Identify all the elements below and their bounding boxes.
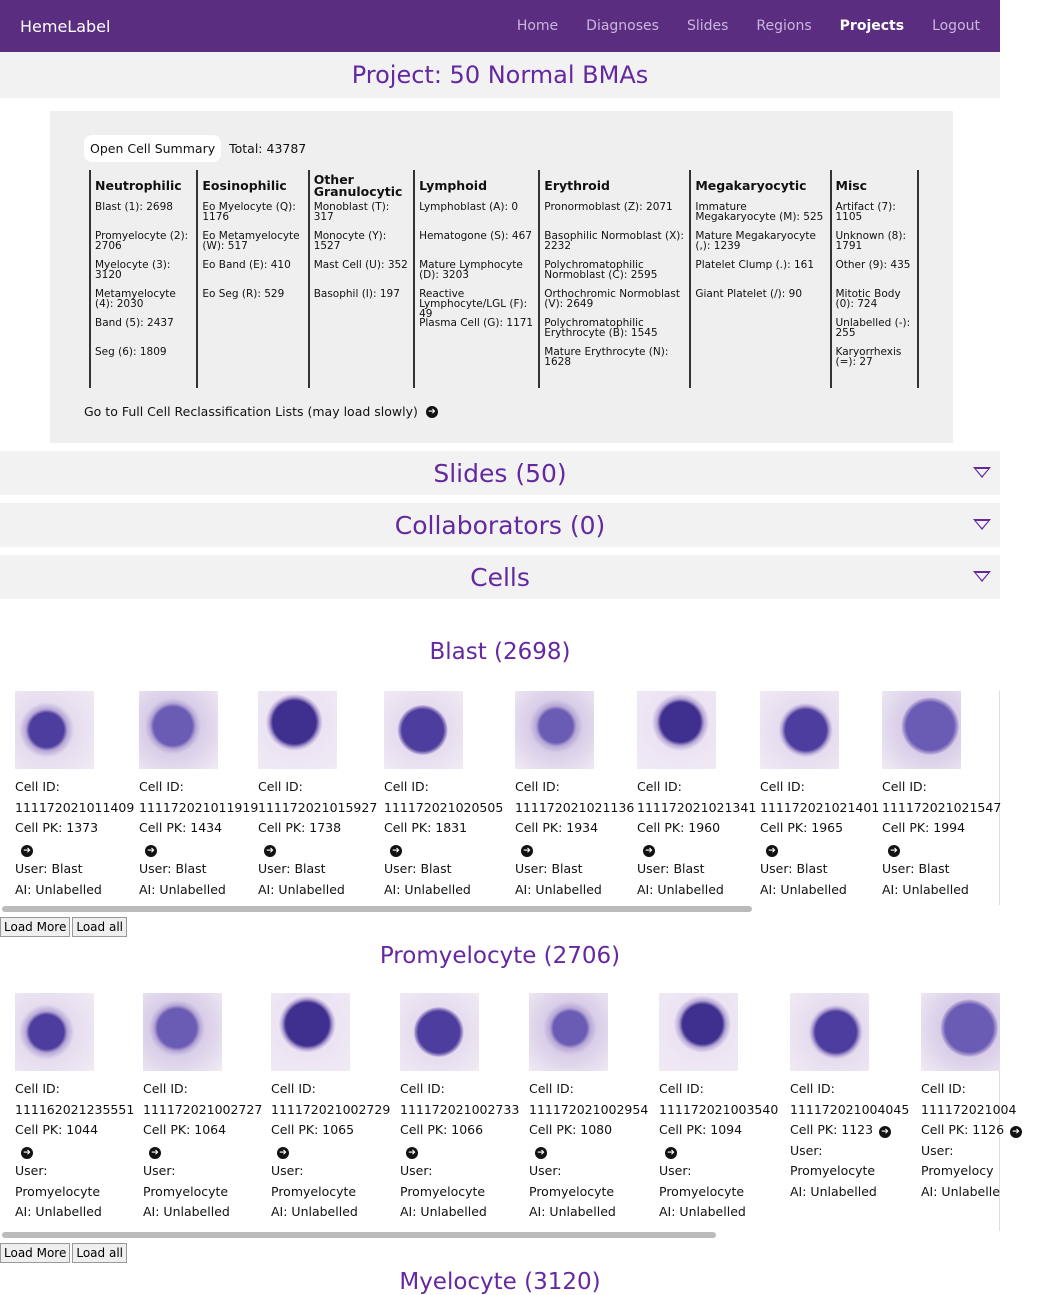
horizontal-scrollbar[interactable]: [0, 1231, 1000, 1239]
cell-user: User: Blast: [258, 861, 326, 876]
summary-item[interactable]: Mature Megakaryocyte (,): 1239: [695, 230, 816, 252]
cell-card: [258, 691, 378, 900]
column-title: Lymphoid: [419, 178, 488, 193]
scrollbar-thumb[interactable]: [2, 906, 752, 912]
cell-group: [0, 943, 1020, 1263]
load-all-button[interactable]: Load all: [72, 1243, 127, 1263]
cell-card: [143, 993, 261, 1223]
cell-id-label: Cell ID:: [921, 1081, 966, 1096]
title-bar: [0, 52, 1000, 98]
summary-item[interactable]: Orthochromic Normoblast (V): 2649: [544, 288, 680, 310]
cell-link[interactable]: [139, 839, 255, 860]
summary-item[interactable]: Karyorrhexis (=): 27: [835, 346, 902, 368]
cell-id-label: Cell ID:: [15, 1081, 60, 1096]
cell-pk: Cell PK: 1831: [384, 820, 468, 835]
cell-image[interactable]: [143, 993, 222, 1071]
arrow-right-icon[interactable]: ➔: [21, 845, 33, 857]
cell-ai: AI: Unlabelled: [271, 1204, 358, 1219]
summary-item[interactable]: Mast Cell (U): 352: [313, 259, 408, 271]
cell-link[interactable]: [15, 1141, 133, 1162]
cell-image[interactable]: [15, 993, 94, 1071]
cell-ai: AI: Unlabelled: [790, 1183, 877, 1199]
cell-user-label: User:: [400, 1163, 433, 1178]
cell-link[interactable]: [384, 839, 500, 860]
cell-id: 111172021021341: [637, 799, 757, 815]
cell-card: [921, 993, 1039, 1202]
accordion-collaborators[interactable]: [0, 503, 1000, 547]
summary-item[interactable]: Reactive Lymphocyte/LGL (F): 49: [419, 288, 528, 320]
cell-pk: Cell PK: 1965: [760, 820, 844, 835]
accordion-title: Slides (50): [433, 458, 567, 488]
cell-image[interactable]: [139, 691, 218, 769]
cell-user: User: Blast: [637, 861, 705, 876]
cell-user-label: User:: [15, 1163, 48, 1178]
summary-item[interactable]: Other (9): 435: [835, 259, 911, 271]
nav-logout[interactable]: Logout: [932, 18, 980, 34]
cell-ai: AI: Unlabelled: [529, 1204, 616, 1219]
cell-user: Promyelocyte: [790, 1163, 876, 1178]
cell-id: 111172021004: [921, 1101, 1017, 1117]
cell-pk: Cell PK: 1960: [637, 820, 721, 835]
nav-slides[interactable]: Slides: [686, 18, 729, 34]
cell-id: 111172021021401: [760, 799, 880, 815]
cell-id: 111172021002729: [271, 1101, 391, 1117]
cell-card: [790, 993, 908, 1202]
cell-image[interactable]: [882, 691, 961, 769]
cell-image[interactable]: [637, 691, 716, 769]
cell-group: [0, 639, 1000, 937]
arrow-right-icon[interactable]: ➔: [149, 1147, 161, 1159]
column-title: Erythroid: [544, 178, 611, 193]
full-reclassification-link[interactable]: [84, 404, 919, 419]
nav-home[interactable]: Home: [516, 18, 559, 34]
cell-card: [515, 691, 635, 900]
cell-pk: Cell PK: 1044: [15, 1122, 99, 1137]
cell-ai: AI: Unlabelled: [139, 881, 226, 897]
cell-link[interactable]: [400, 1141, 518, 1162]
cell-id: 111172021002727: [143, 1101, 263, 1117]
cell-pk: Cell PK: 1066: [400, 1122, 484, 1137]
arrow-right-icon[interactable]: ➔: [535, 1147, 547, 1159]
cell-card: [529, 993, 647, 1223]
summary-item[interactable]: Band (5): 2437: [95, 317, 174, 329]
cell-ai: AI: Unlabelled: [400, 1204, 487, 1219]
summary-item[interactable]: Lymphoblast (A): 0: [419, 201, 519, 213]
summary-item[interactable]: Basophil (I): 197: [313, 288, 400, 300]
arrow-right-icon[interactable]: ➔: [264, 845, 276, 857]
cell-ai: AI: Unlabelle: [921, 1183, 1000, 1199]
cell-image[interactable]: [515, 691, 594, 769]
cell-id-label: Cell ID:: [143, 1081, 188, 1096]
arrow-right-icon[interactable]: ➔: [1010, 1126, 1022, 1138]
nav-regions[interactable]: Regions: [756, 18, 812, 34]
cell-link[interactable]: [515, 839, 631, 860]
page-title: Project: 50 Normal BMAs: [351, 61, 649, 89]
horizontal-scrollbar[interactable]: [0, 905, 1000, 913]
cell-id: 111172021002954: [529, 1101, 649, 1117]
cell-row: [0, 993, 1020, 1231]
cell-id: 111172021003540: [659, 1101, 779, 1117]
cell-link[interactable]: [529, 1141, 647, 1162]
cell-card: [659, 993, 777, 1223]
cell-link[interactable]: [637, 839, 753, 860]
cell-image[interactable]: [258, 691, 337, 769]
cell-id-label: Cell ID:: [139, 779, 184, 794]
nav-diagnoses[interactable]: Diagnoses: [586, 18, 659, 34]
summary-column: [830, 170, 919, 388]
cell-id-label: Cell ID:: [790, 1081, 835, 1096]
cell-ai: AI: Unlabelled: [760, 881, 847, 897]
cell-link[interactable]: [760, 839, 876, 860]
cell-pk: Cell PK: 1738: [258, 820, 342, 835]
cell-group-heading: Myelocyte (3120): [399, 1269, 601, 1295]
cell-card: [384, 691, 504, 900]
cell-link[interactable]: [15, 839, 131, 860]
cell-link[interactable]: [143, 1141, 261, 1162]
cell-image[interactable]: [529, 993, 608, 1071]
cell-user: Promyelocy: [921, 1163, 994, 1178]
cell-user: User: Blast: [760, 861, 828, 876]
cell-pk: Cell PK: 1123 ➔: [790, 1120, 908, 1141]
summary-item[interactable]: Hematogone (S): 467: [419, 230, 532, 242]
cell-id-label: Cell ID:: [637, 779, 682, 794]
cell-user-label: User:: [921, 1142, 954, 1158]
cell-user: User: Blast: [15, 861, 83, 876]
cell-image[interactable]: [15, 691, 94, 769]
cell-ai: AI: Unlabelled: [15, 881, 102, 897]
summary-column: [689, 170, 829, 388]
cell-link[interactable]: [258, 839, 374, 860]
cell-user: Promyelocyte: [659, 1183, 745, 1199]
cell-ai: AI: Unlabelled: [659, 1204, 746, 1219]
cell-group-heading: Blast (2698): [429, 639, 571, 665]
summary-columns: [89, 170, 919, 388]
cell-card: [400, 993, 518, 1223]
cell-card: [637, 691, 757, 900]
cell-id: 111172021004045: [790, 1101, 910, 1117]
cell-id: 111172021011919: [139, 799, 259, 815]
arrow-right-icon[interactable]: ➔: [390, 845, 402, 857]
cell-ai: AI: Unlabelled: [143, 1204, 230, 1219]
arrow-right-icon[interactable]: ➔: [21, 1147, 33, 1159]
cell-ai: AI: Unlabelled: [384, 881, 471, 897]
cell-user: Promyelocyte: [529, 1183, 615, 1199]
cell-user: User: Blast: [384, 861, 452, 876]
summary-item[interactable]: Myelocyte (3): 3120: [95, 259, 171, 281]
summary-item[interactable]: Metamyelocyte (4): 2030: [95, 288, 176, 310]
arrow-right-icon[interactable]: ➔: [879, 1126, 891, 1138]
cell-image[interactable]: [659, 993, 738, 1071]
cell-pk: Cell PK: 1080: [529, 1122, 613, 1137]
chevron-down-icon: [973, 467, 991, 478]
summary-item[interactable]: Mitotic Body (0): 724: [835, 288, 901, 310]
scrollbar-thumb[interactable]: [2, 1232, 716, 1238]
accordion-title: Collaborators (0): [394, 510, 606, 540]
summary-item[interactable]: Basophilic Normoblast (X): 2232: [544, 230, 684, 252]
cell-user-label: User:: [271, 1163, 304, 1178]
cell-card: [882, 691, 1002, 900]
cell-id-label: Cell ID:: [515, 779, 560, 794]
summary-item[interactable]: Giant Platelet (/): 90: [695, 288, 803, 300]
accordion-title: Cells: [470, 562, 530, 592]
nav-projects[interactable]: Projects: [839, 18, 905, 34]
arrow-right-icon[interactable]: ➔: [665, 1147, 677, 1159]
cell-pk: Cell PK: 1126 ➔: [921, 1120, 1039, 1141]
cell-id: 111172021020505: [384, 799, 504, 815]
load-buttons: [0, 1243, 1000, 1263]
cell-summary-panel: [50, 111, 953, 443]
cell-id: 111172021011409: [15, 799, 135, 815]
cell-user: Promyelocyte: [400, 1183, 486, 1199]
cell-link[interactable]: [659, 1141, 777, 1162]
load-more-button[interactable]: Load More: [0, 917, 70, 937]
summary-column: [308, 170, 413, 388]
cell-user-label: User:: [790, 1142, 823, 1158]
chevron-down-icon: [973, 519, 991, 530]
column-title: Misc: [835, 178, 868, 193]
cell-id: 111162021235551: [15, 1101, 135, 1117]
cell-id-label: Cell ID:: [384, 779, 429, 794]
cell-image[interactable]: [790, 993, 869, 1071]
cell-id-label: Cell ID:: [258, 779, 303, 794]
total-count: Total: 43787: [229, 141, 307, 156]
arrow-right-icon[interactable]: ➔: [643, 845, 655, 857]
cell-group-heading: Promyelocyte (2706): [379, 943, 621, 969]
cell-ai: AI: Unlabelled: [258, 881, 345, 897]
cell-card: [760, 691, 880, 900]
summary-item[interactable]: Mature Erythrocyte (N): 1628: [544, 346, 669, 368]
column-title: Eosinophilic: [202, 178, 287, 193]
cell-user-label: User:: [143, 1163, 176, 1178]
cell-link[interactable]: [271, 1141, 389, 1162]
cell-pk: Cell PK: 1065: [271, 1122, 355, 1137]
cell-id: 111172021002733: [400, 1101, 520, 1117]
accordion-cells[interactable]: [0, 555, 1000, 599]
cell-id: 111172021021547: [882, 799, 1002, 815]
cell-user-label: User:: [529, 1163, 562, 1178]
summary-item[interactable]: Mature Lymphocyte (D): 3203: [419, 259, 523, 281]
cell-id-label: Cell ID:: [271, 1081, 316, 1096]
cell-pk: Cell PK: 1064: [143, 1122, 227, 1137]
cell-pk: Cell PK: 1934: [515, 820, 599, 835]
cell-image[interactable]: [921, 993, 1000, 1071]
arrow-right-icon[interactable]: ➔: [277, 1147, 289, 1159]
summary-item[interactable]: Promyelocyte (2): 2706: [95, 230, 189, 252]
summary-item[interactable]: Unlabelled (-): 255: [835, 317, 911, 339]
cell-pk: Cell PK: 1994: [882, 820, 966, 835]
cell-image[interactable]: [760, 691, 839, 769]
cell-pk: Cell PK: 1373: [15, 820, 99, 835]
cell-id: 111172021015927: [258, 799, 378, 815]
cell-card: [15, 691, 135, 900]
accordion-slides[interactable]: [0, 451, 1000, 495]
summary-column: [89, 170, 196, 388]
column-title: Megakaryocytic: [695, 178, 807, 193]
cell-ai: AI: Unlabelled: [637, 881, 724, 897]
cell-card: [15, 993, 133, 1223]
cell-user: Promyelocyte: [271, 1183, 357, 1199]
load-all-button[interactable]: Load all: [72, 917, 127, 937]
open-cell-summary-button[interactable]: Open Cell Summary: [84, 135, 221, 162]
arrow-right-icon: ➔: [426, 406, 438, 418]
cell-row: [0, 691, 1000, 905]
cell-image[interactable]: [271, 993, 350, 1071]
summary-item[interactable]: Monoblast (T): 317: [313, 201, 390, 223]
summary-column: [538, 170, 689, 388]
cell-id: 111172021021136: [515, 799, 635, 815]
arrow-right-icon[interactable]: ➔: [145, 845, 157, 857]
full-link-label: Go to Full Cell Reclassification Lists (may load slowly): [84, 404, 418, 419]
cell-id-label: Cell ID:: [659, 1081, 704, 1096]
column-title: Neutrophilic: [95, 178, 182, 193]
cell-group: [0, 1269, 1000, 1295]
cell-image[interactable]: [384, 691, 463, 769]
summary-item[interactable]: Pronormoblast (Z): 2071: [544, 201, 673, 213]
summary-item[interactable]: Unknown (8): 1791: [835, 230, 906, 252]
summary-item[interactable]: Eo Myelocyte (Q): 1176: [202, 201, 296, 223]
cell-groups: [0, 639, 1020, 1295]
summary-item[interactable]: Immature Megakaryocyte (M): 525: [695, 201, 824, 223]
arrow-right-icon[interactable]: ➔: [888, 845, 900, 857]
summary-item[interactable]: Plasma Cell (G): 1171: [419, 317, 534, 329]
summary-item[interactable]: Eo Seg (R): 529: [202, 288, 285, 300]
cell-id-label: Cell ID:: [15, 779, 60, 794]
cell-card: [271, 993, 389, 1223]
cell-pk: Cell PK: 1434: [139, 820, 223, 835]
cell-user: User: Blast: [882, 861, 950, 876]
cell-id-label: Cell ID:: [400, 1081, 445, 1096]
summary-item[interactable]: Monocyte (Y): 1527: [313, 230, 387, 252]
cell-id-label: Cell ID:: [760, 779, 805, 794]
cell-image[interactable]: [400, 993, 479, 1071]
cell-ai: AI: Unlabelled: [515, 881, 602, 897]
summary-item[interactable]: Seg (6): 1809: [95, 346, 167, 358]
summary-column: [196, 170, 307, 388]
cell-card: [139, 691, 259, 900]
cell-user-label: User:: [659, 1163, 692, 1178]
summary-item[interactable]: Eo Band (E): 410: [202, 259, 291, 271]
summary-item[interactable]: Platelet Clump (.): 161: [695, 259, 815, 271]
cell-user: Promyelocyte: [143, 1183, 229, 1199]
column-title: Other Granulocytic: [313, 172, 403, 199]
cell-user: User: Blast: [139, 861, 207, 876]
cell-pk: Cell PK: 1094: [659, 1122, 743, 1137]
summary-item[interactable]: Polychromatophilic Normoblast (C): 2595: [544, 259, 658, 281]
cell-user: Promyelocyte: [15, 1183, 101, 1199]
chevron-down-icon: [973, 571, 991, 582]
navbar: [0, 0, 1000, 52]
cell-ai: AI: Unlabelled: [15, 1204, 102, 1219]
summary-item[interactable]: Blast (1): 2698: [95, 201, 173, 213]
summary-item[interactable]: Polychromatophilic Erythrocyte (B): 1545: [544, 317, 658, 339]
arrow-right-icon[interactable]: ➔: [766, 845, 778, 857]
arrow-right-icon[interactable]: ➔: [521, 845, 533, 857]
load-more-button[interactable]: Load More: [0, 1243, 70, 1263]
brand-logo[interactable]: HemeLabel: [20, 16, 111, 36]
load-buttons: [0, 917, 1000, 937]
summary-item[interactable]: Eo Metamyelocyte (W): 517: [202, 230, 300, 252]
cell-link[interactable]: [882, 839, 998, 860]
arrow-right-icon[interactable]: ➔: [406, 1147, 418, 1159]
cell-user: User: Blast: [515, 861, 583, 876]
summary-item[interactable]: Artifact (7): 1105: [835, 201, 896, 223]
cell-ai: AI: Unlabelled: [882, 881, 969, 897]
cell-id-label: Cell ID:: [882, 779, 927, 794]
cell-id-label: Cell ID:: [529, 1081, 574, 1096]
summary-column: [413, 170, 538, 388]
